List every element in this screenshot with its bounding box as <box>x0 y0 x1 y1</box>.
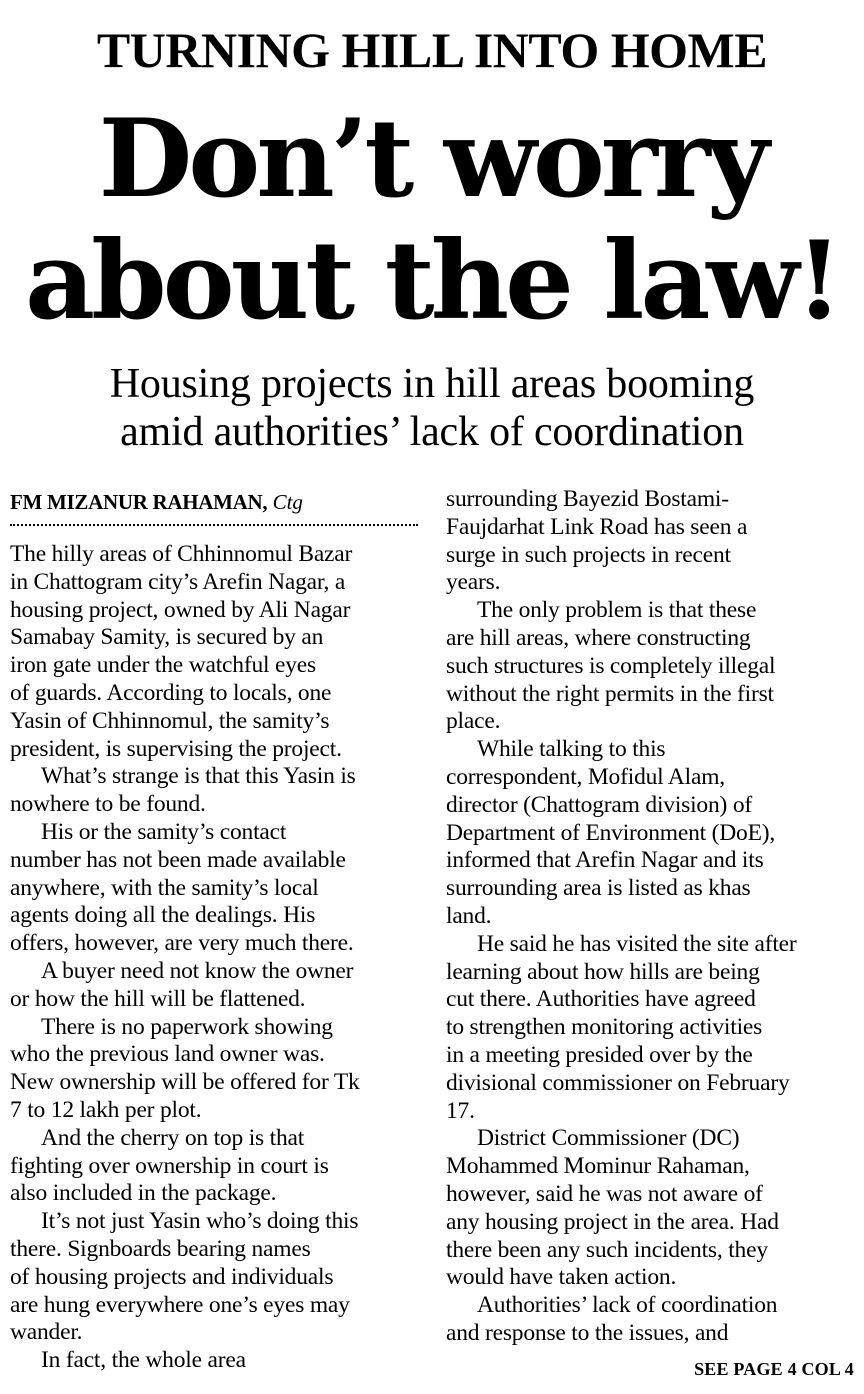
byline-divider <box>10 524 418 526</box>
article-line: surrounding Bayezid Bostami- <box>446 486 729 512</box>
article-line: Mohammed Mominur Rahaman, <box>446 1153 750 1180</box>
article-line: and response to the issues, and <box>446 1319 729 1346</box>
headline-line-1: Don’t worry <box>98 96 766 222</box>
article-line: anywhere, with the samity’s local <box>10 874 319 901</box>
article-line: land. <box>446 902 492 929</box>
article-line: Department of Environment (DoE), <box>446 819 776 846</box>
article-line: divisional commissioner on February <box>446 1069 790 1096</box>
article-line: surrounding area is listed as khas <box>446 875 751 902</box>
article-line: The hilly areas of Chhinnomul Bazar <box>10 541 353 567</box>
article-line: agents doing all the dealings. His <box>10 902 316 929</box>
article-line: in a meeting presided over by the <box>446 1041 753 1068</box>
article-line: 17. <box>446 1097 475 1124</box>
article-line: The only problem is that these <box>477 597 757 624</box>
article-line: would have taken action. <box>446 1264 677 1291</box>
main-headline <box>0 98 864 342</box>
article-line: also included in the package. <box>10 1180 277 1207</box>
article-column-left <box>10 541 420 1375</box>
subhead-line-2: amid authorities’ lack of coordination <box>120 409 744 455</box>
article-line: who the previous land owner was. <box>10 1041 325 1068</box>
kicker-headline: TURNING HILL INTO HOME <box>96 22 768 78</box>
byline <box>10 489 303 515</box>
article-line: New ownership will be offered for Tk <box>10 1069 360 1096</box>
article-line: housing project, owned by Ali Nagar <box>10 596 351 623</box>
article-line: There is no paperwork showing <box>41 1013 333 1040</box>
article-line: nowhere to be found. <box>10 791 206 818</box>
article-line: any housing project in the area. Had <box>446 1208 779 1235</box>
article-line: What’s strange is that this Yasin is <box>41 763 356 790</box>
article-line: of guards. According to locals, one <box>10 679 332 706</box>
article-line: of housing projects and individuals <box>10 1263 334 1290</box>
article-line: Authorities’ lack of coordination <box>477 1292 778 1319</box>
article-line: cut there. Authorities have agreed <box>446 986 756 1013</box>
article-line: correspondent, Mofidul Alam, <box>446 763 725 790</box>
jump-line: SEE PAGE 4 COL 4 <box>694 1359 854 1379</box>
article-line: A buyer need not know the owner <box>41 957 354 984</box>
article-line: In fact, the whole area <box>41 1347 246 1374</box>
article-line: however, said he was not aware of <box>446 1180 763 1207</box>
article-line: or how the hill will be flattened. <box>10 985 306 1012</box>
article-line: years. <box>446 569 501 596</box>
article-line: fighting over ownership in court is <box>10 1152 329 1179</box>
article-line: District Commissioner (DC) <box>477 1125 740 1152</box>
article-line: informed that Arefin Nagar and its <box>446 847 764 874</box>
article-line: His or the samity’s contact <box>41 818 287 845</box>
article-line: number has not been made available <box>10 846 346 873</box>
article-line: wander. <box>10 1319 83 1346</box>
subhead-line-1: Housing projects in hill areas booming <box>109 361 755 407</box>
article-line: He said he has visited the site after <box>477 930 797 957</box>
article-line: to strengthen monitoring activities <box>446 1014 763 1041</box>
article-line: And the cherry on top is that <box>41 1124 305 1151</box>
byline-location: Ctg <box>272 490 303 514</box>
article-line: such structures is completely illegal <box>446 652 776 679</box>
article-line: in Chattogram city’s Arefin Nagar, a <box>10 568 346 595</box>
article-line: are hill areas, where constructing <box>446 624 751 651</box>
article-line: offers, however, are very much there. <box>10 930 354 957</box>
article-line: there. Signboards bearing names <box>10 1235 311 1262</box>
article-line: place. <box>446 708 501 735</box>
headline-line-2: about the law! <box>25 218 839 344</box>
subheadline <box>0 360 864 456</box>
article-line: 7 to 12 lakh per plot. <box>10 1096 202 1123</box>
article-line: are hung everywhere one’s eyes may <box>10 1291 350 1318</box>
article-line: Faujdarhat Link Road has seen a <box>446 513 748 540</box>
article-line: director (Chattogram division) of <box>446 791 753 818</box>
article-line: learning about how hills are being <box>446 958 760 985</box>
article-line: without the right permits in the first <box>446 680 774 707</box>
byline-author: FM MIZANUR RAHAMAN, <box>10 490 268 514</box>
article-line: Yasin of Chhinnomul, the samity’s <box>10 707 330 734</box>
article-line: president, is supervising the project. <box>10 735 342 762</box>
article-column-right <box>446 486 858 1348</box>
article-line: It’s not just Yasin who’s doing this <box>41 1208 359 1235</box>
article-line: Samabay Samity, is secured by an <box>10 624 324 651</box>
article-line: there been any such incidents, they <box>446 1236 768 1263</box>
article-line: iron gate under the watchful eyes <box>10 652 316 679</box>
article-line: surge in such projects in recent <box>446 541 731 568</box>
article-line: While talking to this <box>477 736 666 763</box>
